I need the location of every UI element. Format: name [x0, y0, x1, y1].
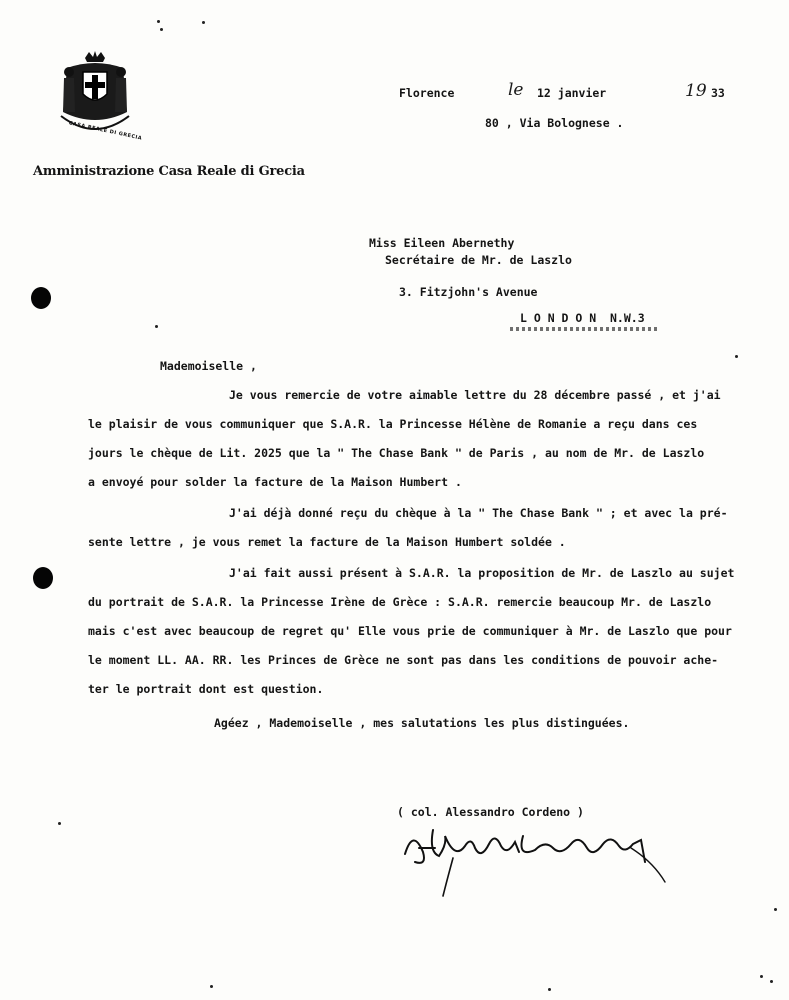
- scan-speck: [160, 28, 163, 31]
- body-line: J'ai déjà donné reçu du chèque à la " The Chase Bank " ; et avec la pré-: [229, 506, 728, 520]
- closing-formula: Agéez , Mademoiselle , mes salutations les plus distinguées.: [214, 716, 630, 730]
- scan-speck: [548, 988, 551, 991]
- recipient-city: L O N D O N N.W.3: [520, 311, 645, 325]
- scan-speck: [157, 20, 160, 23]
- recipient-title: Secrétaire de Mr. de Laszlo: [385, 253, 572, 267]
- body-line: ter le portrait dont est question.: [88, 682, 324, 696]
- binder-hole: [33, 567, 53, 589]
- dateline-le: le: [508, 80, 524, 100]
- scan-speck: [774, 908, 777, 911]
- dateline-date: 12 janvier: [537, 86, 607, 100]
- scan-speck: [155, 325, 158, 328]
- scan-speck: [58, 822, 61, 825]
- recipient-name: Miss Eileen Abernethy: [369, 236, 515, 250]
- seal-text: CASA REALE DI GRECIA: [68, 120, 143, 142]
- recipient-street: 3. Fitzjohn's Avenue: [399, 285, 538, 299]
- body-line: jours le chèque de Lit. 2025 que la " The Chase Bank " de Paris , au nom de Mr. de Laszlo: [88, 446, 705, 460]
- body-line: a envoyé pour solder la facture de la Maison Humbert .: [88, 475, 462, 489]
- dateline-address: 80 , Via Bolognese .: [485, 116, 624, 130]
- scan-speck: [735, 355, 738, 358]
- handwritten-signature: [395, 822, 675, 902]
- dateline-year-prefix: 19: [685, 81, 707, 101]
- scan-speck: [202, 21, 205, 24]
- body-line: mais c'est avec beaucoup de regret qu' Elle vous prie de communiquer à Mr. de Laszlo que pour: [88, 624, 732, 638]
- binder-hole: [31, 287, 51, 309]
- salutation: Mademoiselle ,: [160, 359, 257, 373]
- body-line: du portrait de S.A.R. la Princesse Irène de Grèce : S.A.R. remercie beaucoup Mr. de Laszlo: [88, 595, 712, 609]
- body-line: Je vous remercie de votre aimable lettre du 28 décembre passé , et j'ai: [229, 388, 721, 402]
- scan-speck: [760, 975, 763, 978]
- body-line: le moment LL. AA. RR. les Princes de Grèce ne sont pas dans les conditions de pouvoir ache-: [88, 653, 719, 667]
- administration-heading: Amministrazione Casa Reale di Grecia: [33, 164, 305, 179]
- body-line: sente lettre , je vous remet la facture de la Maison Humbert soldée .: [88, 535, 566, 549]
- dateline-city: Florence: [399, 86, 455, 100]
- address-underline: [510, 327, 660, 331]
- dateline-year-suffix: 33: [711, 86, 725, 100]
- scan-speck: [210, 985, 213, 988]
- scan-speck: [770, 980, 773, 983]
- body-line: J'ai fait aussi présent à S.A.R. la proposition de Mr. de Laszlo au sujet: [229, 566, 735, 580]
- signatory-name: ( col. Alessandro Cordeno ): [397, 805, 584, 819]
- body-line: le plaisir de vous communiquer que S.A.R. la Princesse Hélène de Romanie a reçu dans ces: [88, 417, 698, 431]
